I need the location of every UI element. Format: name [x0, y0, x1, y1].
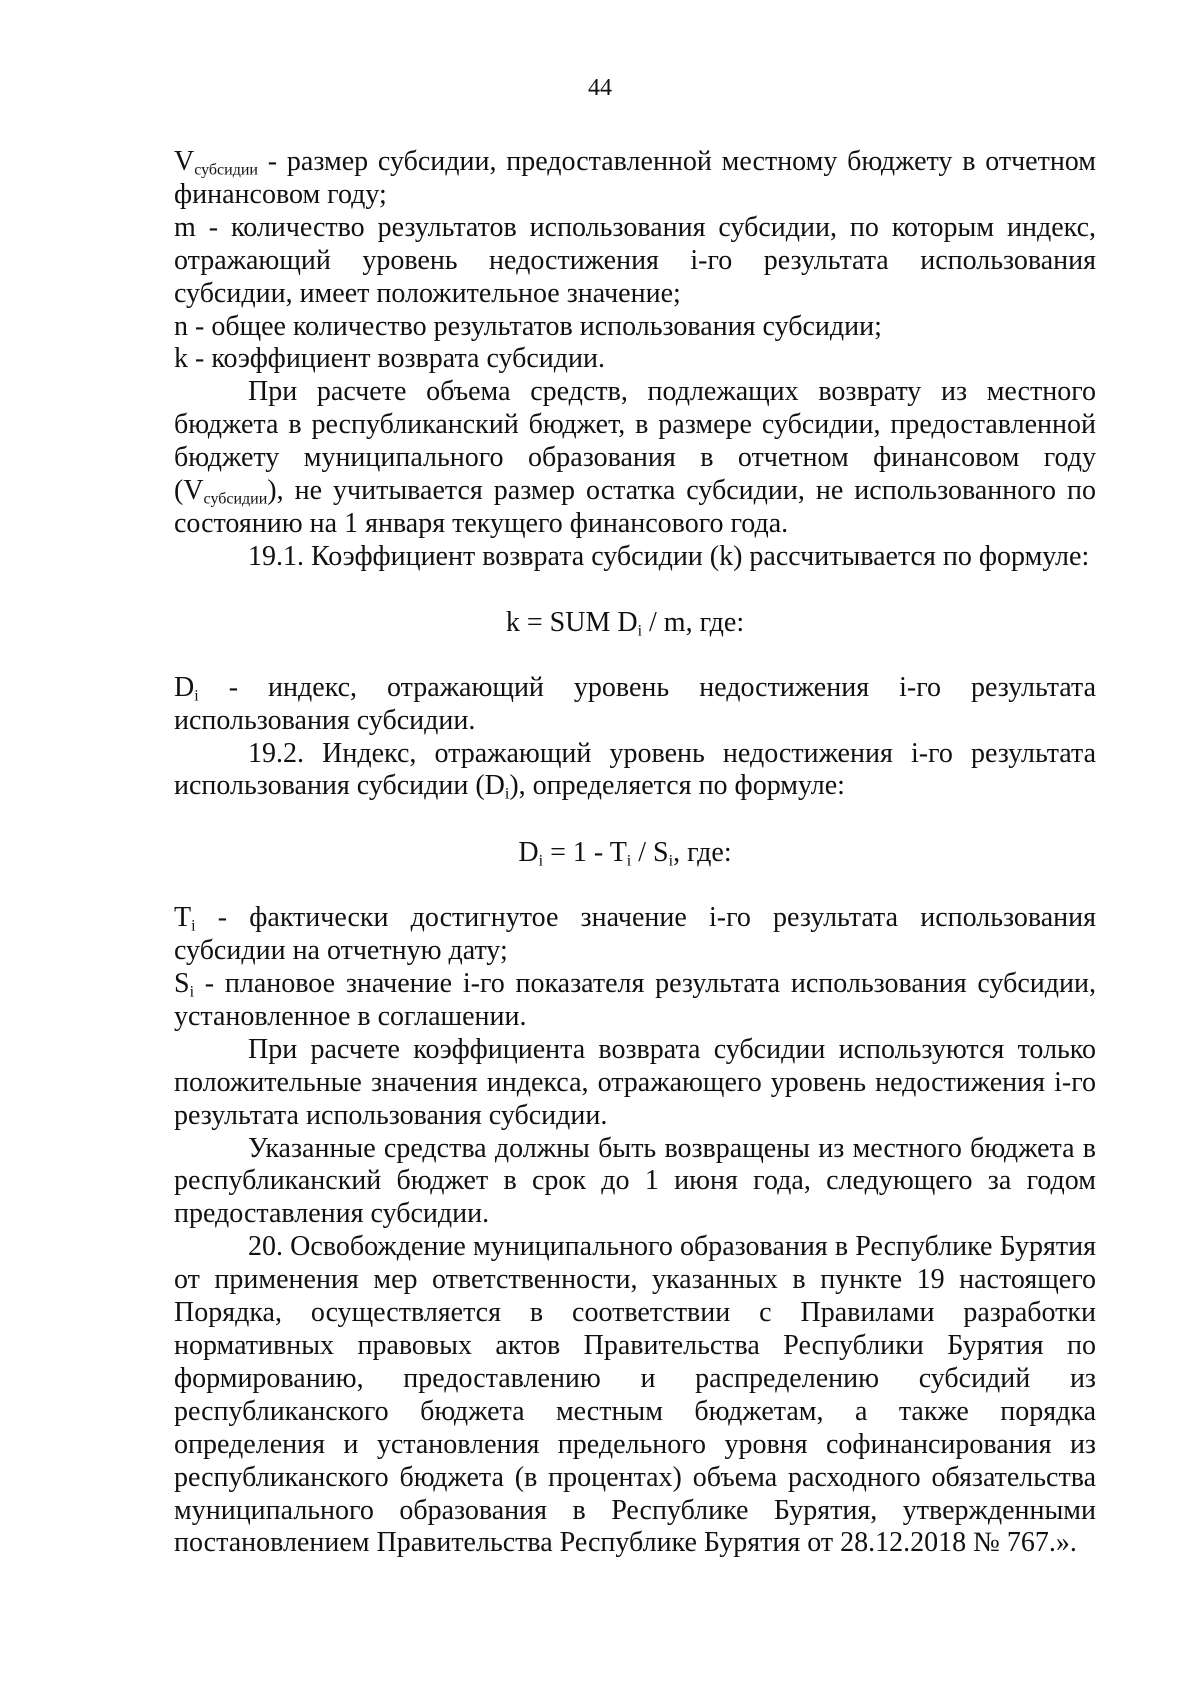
paragraph-19-1: 19.1. Коэффициент возврата субсидии (k) рассчитывается по формуле: [248, 540, 1090, 572]
definition-subscript: субсидии [194, 161, 258, 179]
definition-s [174, 968, 1096, 1034]
paragraph-calculation: При расчете объема средств, подлежащих возврату из местного бюджета в республиканский бюджет, в размере субсидии, предоставленной бюджету муниципального образования в отчетном финансовом году $(V_{субсидии})$, не учитывается размер остатка субсидии, не использованного по состоянию на 1 января текущего финансового года. [174, 376, 1096, 539]
definition-n [174, 311, 1096, 344]
definition-symbol: k [174, 343, 188, 375]
definition-symbol: D [174, 671, 195, 703]
definition-text: - индекс, отражающий уровень недостижения i-го результата использования субсидии. [174, 671, 1096, 736]
formula-k: k = SUM $D_i$ / m, где: [505, 606, 745, 640]
paragraph-positive-values: При расчете коэффициента возврата субсидии используются только положительные значения индекса, отражающего уровень недостижения i-го результата использования субсидии. [174, 1033, 1096, 1131]
paragraph-19-2: 19.2. Индекс, отражающий уровень недостижения i-го результата использования субсидии $(D_i)$, определяется по формуле: [174, 737, 1096, 803]
definition-symbol: m [174, 211, 196, 243]
definition-subscript: i [189, 983, 195, 1001]
definition-text: - коэффициент возврата субсидии. [188, 343, 606, 375]
paragraph-return-deadline: Указанные средства должны быть возвращены из местного бюджета в республиканский бюджет в срок до 1 июня года, следующего за годом предоставления субсидии. [174, 1132, 1096, 1230]
definition-text: - количество результатов использования субсидии, по которым индекс, отражающий уровень недостижения i-го результата использования субсидии, имеет положительное значение; [174, 211, 1096, 309]
document-body [174, 146, 1096, 1560]
definition-symbol: T [174, 902, 192, 934]
definition-m [174, 212, 1096, 311]
definition-k [174, 343, 1096, 376]
paragraph-20: 20. Освобождение муниципального образования в Республике Бурятия от применения мер ответственности, указанных в пункте 19 настоящего Порядка, осуществляется в соответствии с Правилами разработки нормативных правовых актов Правительства Республики Бурятия по формированию, предоставлению и распределению субсидий из республиканского бюджета местным бюджетам, а также порядка определения и установления предельного уровня софинансирования из республиканского бюджета (в процентах) объема расходного обязательства муниципального образования в Республике Бурятия, утвержденными постановлением Правительства Республике Бурятия от 28.12.2018 № 767.». [174, 1231, 1096, 1559]
definition-symbol: n [174, 310, 188, 342]
definition-text: - общее количество результатов использования субсидии; [188, 310, 882, 342]
formula-d: $D_i = 1 - T_i / S_i$, где: [518, 837, 732, 870]
definition-t [174, 902, 1096, 968]
definition-subscript: i [191, 917, 196, 935]
definition-symbol: V [174, 146, 195, 177]
definition-symbol: S [174, 968, 190, 1000]
definition-v-subsidy [174, 146, 1096, 212]
definition-text: - фактически достигнутое значение i-го результата использования субсидии на отчетную дату; [174, 902, 1096, 967]
page-number: 44 [588, 75, 612, 101]
definition-text: - размер субсидии, предоставленной местному бюджету в отчетном финансовом году; [174, 146, 1096, 210]
definition-d [174, 672, 1096, 738]
definition-text: - плановое значение i-го показателя результата использования субсидии, установленное в соглашении. [174, 968, 1096, 1032]
definition-subscript: i [194, 687, 199, 705]
